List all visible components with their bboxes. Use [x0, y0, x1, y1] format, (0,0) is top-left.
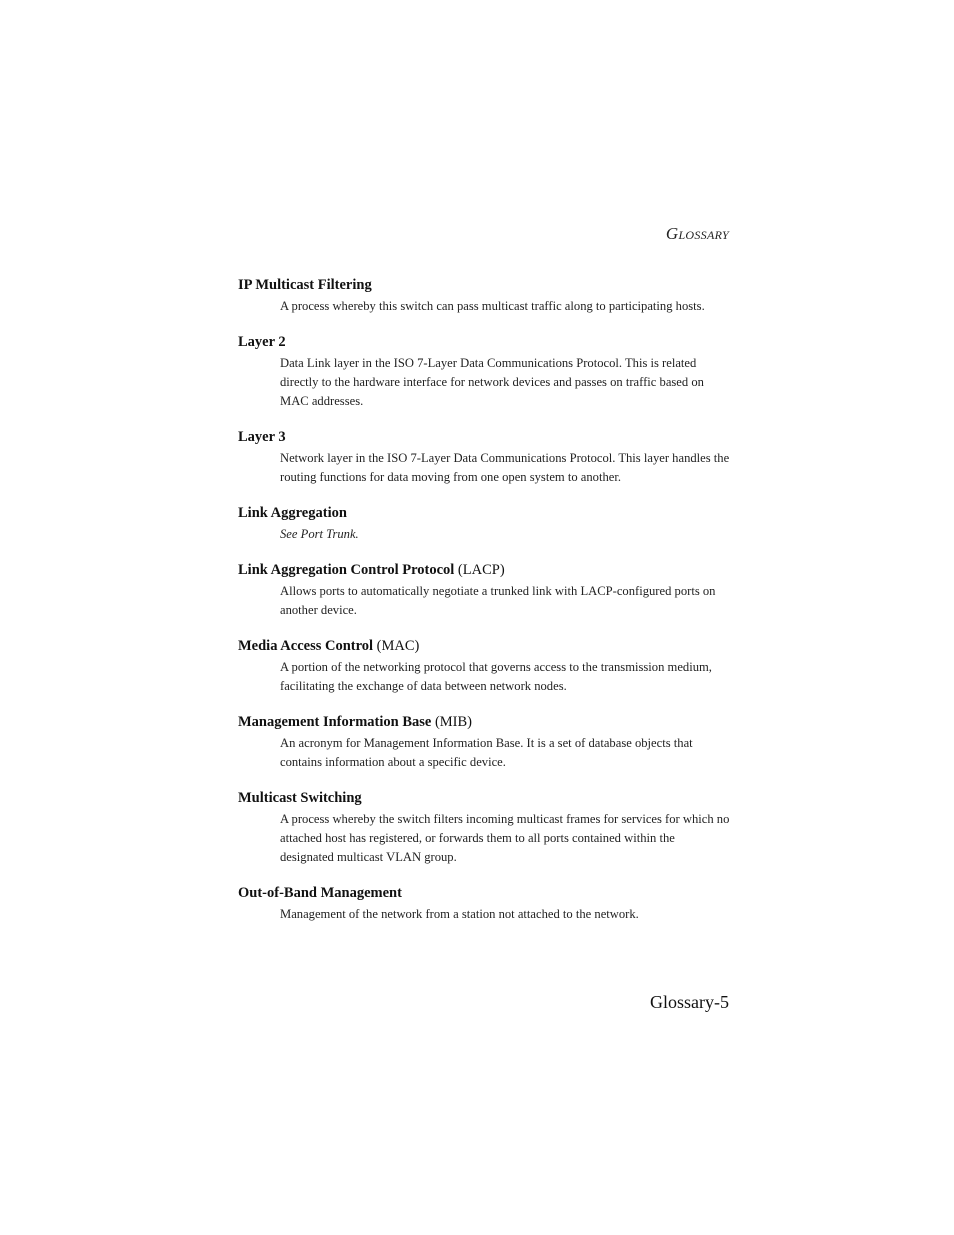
glossary-entry	[238, 428, 730, 487]
running-header-rest: LOSSARY	[678, 228, 729, 242]
glossary-term	[238, 884, 730, 902]
term-abbreviation: (MAC)	[376, 638, 420, 654]
glossary-entry	[238, 276, 730, 316]
term-definition: Data Link layer in the ISO 7-Layer Data Communications Protocol. This is related directly to the hardware interface for network devices and passes on traffic based on MAC addresses.	[280, 356, 704, 408]
term-name: Media Access Control	[238, 638, 374, 654]
term-name: Management Information Base	[238, 714, 432, 730]
glossary-term	[238, 276, 730, 294]
glossary-list	[238, 276, 730, 941]
glossary-entry	[238, 713, 730, 772]
glossary-entry	[238, 637, 730, 696]
glossary-term	[238, 789, 730, 807]
glossary-entry	[238, 333, 730, 411]
term-definition: A process whereby the switch filters incoming multicast frames for services for which no attached host has registered, or forwards them to all ports contained within the designated multicast VLAN group.	[280, 812, 730, 864]
term-name: Link Aggregation	[238, 505, 347, 521]
term-name: Multicast Switching	[238, 790, 362, 806]
running-header-initial: G	[665, 224, 679, 243]
term-abbreviation: (MIB)	[434, 714, 473, 730]
term-name: Out-of-Band Management	[238, 885, 402, 901]
glossary-term	[238, 333, 730, 351]
glossary-entry	[238, 789, 730, 867]
glossary-entry	[238, 504, 730, 544]
term-name: Layer 3	[238, 429, 286, 445]
term-definition: Allows ports to automatically negotiate a trunked link with LACP-configured ports on another device.	[280, 584, 716, 617]
glossary-entry	[238, 561, 730, 620]
term-definition: A process whereby this switch can pass multicast traffic along to participating hosts.	[280, 299, 705, 313]
term-abbreviation: (LACP)	[457, 562, 505, 578]
glossary-term	[238, 713, 730, 731]
term-definition: Network layer in the ISO 7-Layer Data Communications Protocol. This layer handles the routing functions for data moving from one open system to another.	[280, 451, 730, 484]
term-definition: An acronym for Management Information Base. It is a set of database objects that contains information about a specific device.	[280, 736, 693, 769]
term-definition: A portion of the networking protocol that governs access to the transmission medium, facilitating the exchange of data between network nodes.	[280, 660, 712, 693]
glossary-term	[238, 504, 730, 522]
running-header	[666, 224, 729, 244]
term-name: Layer 2	[238, 334, 286, 350]
glossary-term	[238, 637, 730, 655]
glossary-term	[238, 561, 730, 579]
page-number: Glossary-5	[650, 992, 729, 1012]
glossary-entry	[238, 884, 730, 924]
term-definition: Management of the network from a station not attached to the network.	[280, 907, 639, 921]
term-name: Link Aggregation Control Protocol	[238, 562, 455, 578]
term-name: IP Multicast Filtering	[238, 277, 372, 293]
cross-reference: See Port Trunk.	[280, 527, 359, 541]
glossary-term	[238, 428, 730, 446]
